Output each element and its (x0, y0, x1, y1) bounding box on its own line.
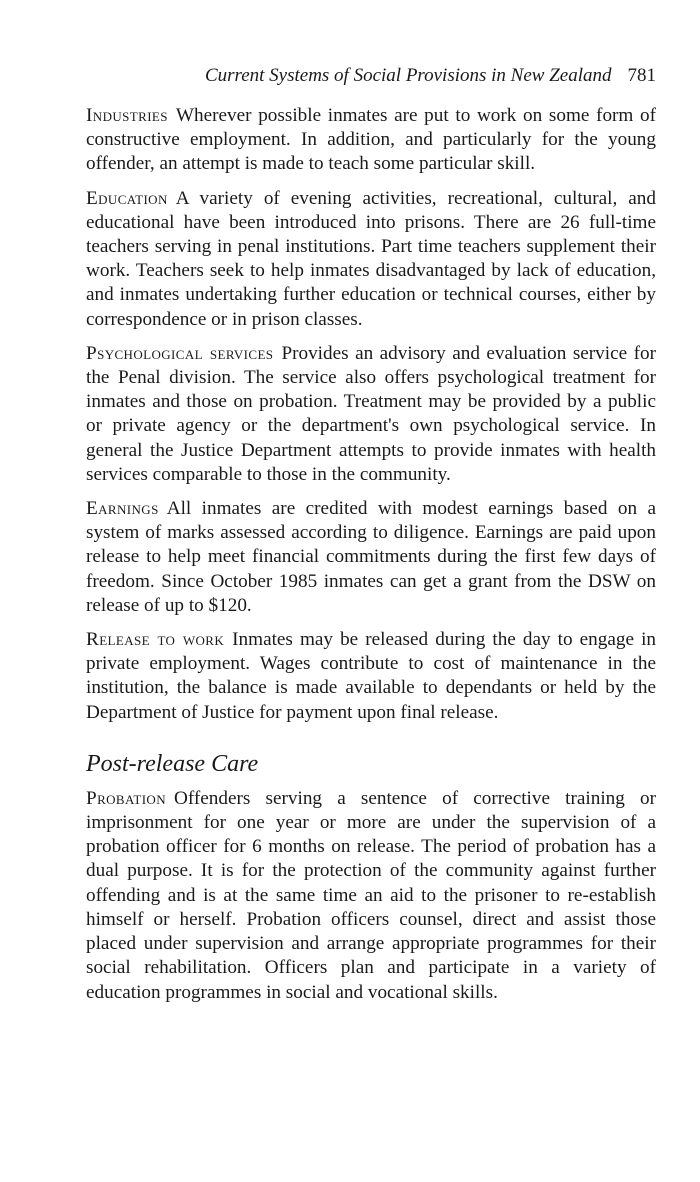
entry-label: Education (86, 187, 168, 209)
entry-text: Wherever possible inmates are put to work on some form of constructive employment. In addition, and particularly for the young offender, an attempt is made to teach some particular skill. (86, 105, 656, 175)
section-heading: Post-release Care (86, 750, 259, 777)
running-title: Current Systems of Social Provisions in New Zealand (204, 65, 612, 86)
entry-text: Offenders serving a sentence of corrective training or imprisonment for one year or more are under the supervision of a probation officer for 6 months on release. The period of probation has a dual purpose. It is for the protection of the community against further offending and is at the same time an aid to the prisoner to re-establish himself or herself. Probation officers counsel, direct and assist those placed under supervision and arrange appropriate programmes for their social rehabilitation. Officers plan and participate in a variety of education programmes in social and vocational skills. (86, 787, 656, 1003)
entry-industries (86, 104, 656, 177)
entry-earnings (86, 497, 656, 618)
entry-text: All inmates are credited with modest earnings based on a system of marks assessed according to diligence. Earnings are paid upon release to help meet financial commitments during the first few days of freedom. Since October 1985 inmates can get a grant from the DSW on release of up to $120. (86, 498, 656, 616)
entry-label: Earnings (86, 498, 159, 520)
entry-probation (86, 787, 656, 1005)
entry-label: Probation (86, 787, 166, 809)
entry-label: Release to work (86, 629, 225, 651)
entry-psychological-services (86, 342, 656, 487)
entry-text: Provides an advisory and evaluation service for the Penal division. The service also offers psychological treatment for inmates and those on probation. Treatment may be provided by a public or private agency or the department's own psychological service. In general the Justice Department attempts to provide inmates with health services comparable to those in the community. (86, 342, 656, 485)
entry-label: Psychological services (86, 342, 274, 364)
entry-text: A variety of evening activities, recreational, cultural, and educational have been introduced into prisons. There are 26 full-time teachers serving in penal institutions. Part time teachers supplement their work. Teachers seek to help inmates disadvantaged by lack of education, and inmates undertaking further education or technical courses, either by correspondence or in prison classes. (86, 187, 656, 330)
entry-text: Inmates may be released during the day to engage in private employment. Wages contribute to cost of maintenance in the institution, the balance is made available to dependants or held by the Department of Justice for payment upon final release. (86, 629, 656, 723)
entry-label: Industries (86, 105, 168, 126)
running-header (86, 62, 656, 90)
book-page (86, 62, 656, 1015)
entry-release-to-work (86, 628, 656, 725)
entry-education (86, 187, 656, 332)
page-number: 781 (627, 65, 656, 86)
